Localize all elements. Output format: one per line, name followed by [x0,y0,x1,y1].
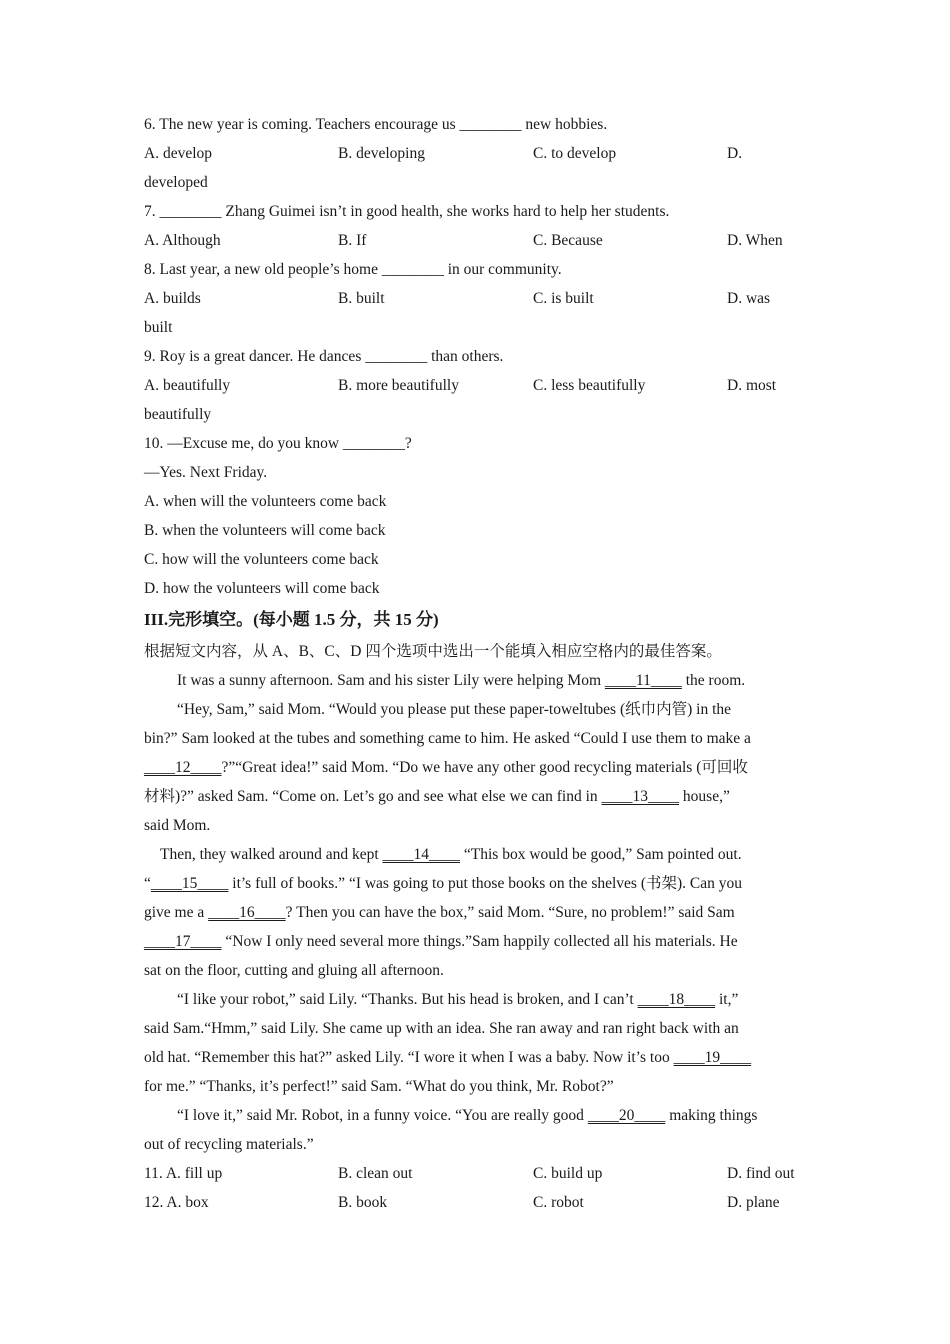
question-9-stem: 9. Roy is a great dancer. He dances ________ than others. [144,348,504,365]
q11-option-a: 11. A. fill up [144,1165,223,1182]
q12-option-b: B. book [338,1194,388,1211]
blank-11: ____11____ [604,672,682,689]
blank-13: ____13____ [601,788,680,805]
q7-option-d: D. When [727,232,783,249]
question-10-stem: 10. —Excuse me, do you know ________? [144,435,412,452]
blank-12: ____12____ [144,759,222,776]
passage-line-16: “I love it,” said Mr. Robot, in a funny voice. “You are really good ____20____ making things [144,1101,814,1130]
document-page [144,110,814,1217]
q7-option-a: A. Although [144,232,221,249]
q7-option-c: C. Because [533,232,603,249]
passage-line-6: said Mom. [144,817,211,834]
question-6-stem: 6. The new year is coming. Teachers encourage us ________ new hobbies. [144,116,608,133]
passage-line-11: sat on the floor, cutting and gluing all afternoon. [144,962,444,979]
q7-option-b: B. If [338,232,367,249]
q8-option-c: C. is built [533,290,594,307]
blank-16: ____16____ [208,904,286,921]
passage-line-10: ____17____ “Now I only need several more things.”Sam happily collected all his materials. He [144,927,814,956]
passage-line-15: for me.” “Thanks, it’s perfect!” said Sam. “What do you think, Mr. Robot?” [144,1078,614,1095]
question-8-options [144,284,814,313]
q6-option-a: A. develop [144,145,213,162]
q9-option-a: A. beautifully [144,377,231,394]
q6-option-b: B. developing [338,145,425,162]
q9-option-d-continued: beautifully [144,406,212,423]
passage-line-9: give me a ____16____? Then you can have the box,” said Mom. “Sure, no problem!” said Sam [144,898,814,927]
question-8-stem: 8. Last year, a new old people’s home ________ in our community. [144,261,562,278]
passage-line-12: “I like your robot,” said Lily. “Thanks. But his head is broken, and I can’t ____18____ it,” [144,985,814,1014]
passage-line-5: 材料)?” asked Sam. “Come on. Let’s go and see what else we can find in ____13____ house,” [144,782,814,811]
q12-option-c: C. robot [533,1194,584,1211]
q9-option-b: B. more beautifully [338,377,459,394]
q10-option-a: A. when will the volunteers come back [144,493,387,510]
q9-option-d: D. most [727,377,777,394]
q8-option-d-continued: built [144,319,173,336]
q9-option-c: C. less beautifully [533,377,646,394]
q11-option-d: D. find out [727,1165,795,1182]
q8-option-b: B. built [338,290,385,307]
blank-14: ____14____ [382,846,461,863]
blank-19: ____19____ [673,1049,752,1066]
question-7-options [144,226,814,255]
q10-option-d: D. how the volunteers will come back [144,580,380,597]
blank-18: ____18____ [637,991,716,1008]
blank-17: ____17____ [144,933,222,950]
question-7-stem: 7. ________ Zhang Guimei isn’t in good health, she works hard to help her students. [144,203,670,220]
q6-option-d: D. [727,145,743,162]
passage-line-3: bin?” Sam looked at the tubes and something came to him. He asked “Could I use them to make a [144,730,751,747]
passage-line-7: Then, they walked around and kept ____14____ “This box would be good,” Sam pointed out. [144,840,814,869]
question-12-options [144,1188,814,1217]
q11-option-b: B. clean out [338,1165,413,1182]
passage-line-1: It was a sunny afternoon. Sam and his sister Lily were helping Mom ____11____ the room. [144,666,814,695]
q8-option-d: D. was [727,290,771,307]
passage-line-17: out of recycling materials.” [144,1136,314,1153]
passage-line-14: old hat. “Remember this hat?” asked Lily. “I wore it when I was a baby. Now it’s too ____19____ [144,1043,814,1072]
q6-option-d-continued: developed [144,174,208,191]
question-10-reply: —Yes. Next Friday. [144,464,268,481]
q11-option-c: C. build up [533,1165,603,1182]
blank-20: ____20____ [587,1107,666,1124]
passage-line-2: “Hey, Sam,” said Mom. “Would you please put these paper-toweltubes (纸巾内管) in the [177,701,732,718]
blank-15: ____15____ [150,875,229,892]
passage-line-4: ____12____?”“Great idea!” said Mom. “Do we have any other good recycling materials (可回收 [144,753,814,782]
question-9-options [144,371,814,400]
section-3-title: III.完形填空。(每小题 1.5 分，共 15 分) [144,610,439,629]
q6-option-c: C. to develop [533,145,617,162]
q10-option-b: B. when the volunteers will come back [144,522,386,539]
q8-option-a: A. builds [144,290,201,307]
question-6-options [144,139,814,168]
passage-line-8: “____15____ it’s full of books.” “I was going to put those books on the shelves (书架). Can you [144,869,814,898]
q10-option-c: C. how will the volunteers come back [144,551,379,568]
q12-option-d: D. plane [727,1194,780,1211]
section-3-instruction: 根据短文内容，从 A、B、C、D 四个选项中选出一个能填入相应空格内的最佳答案。 [144,643,722,660]
question-11-options [144,1159,814,1188]
q12-option-a: 12. A. box [144,1194,209,1211]
passage-line-13: said Sam.“Hmm,” said Lily. She came up with an idea. She ran away and ran right back with an [144,1020,739,1037]
